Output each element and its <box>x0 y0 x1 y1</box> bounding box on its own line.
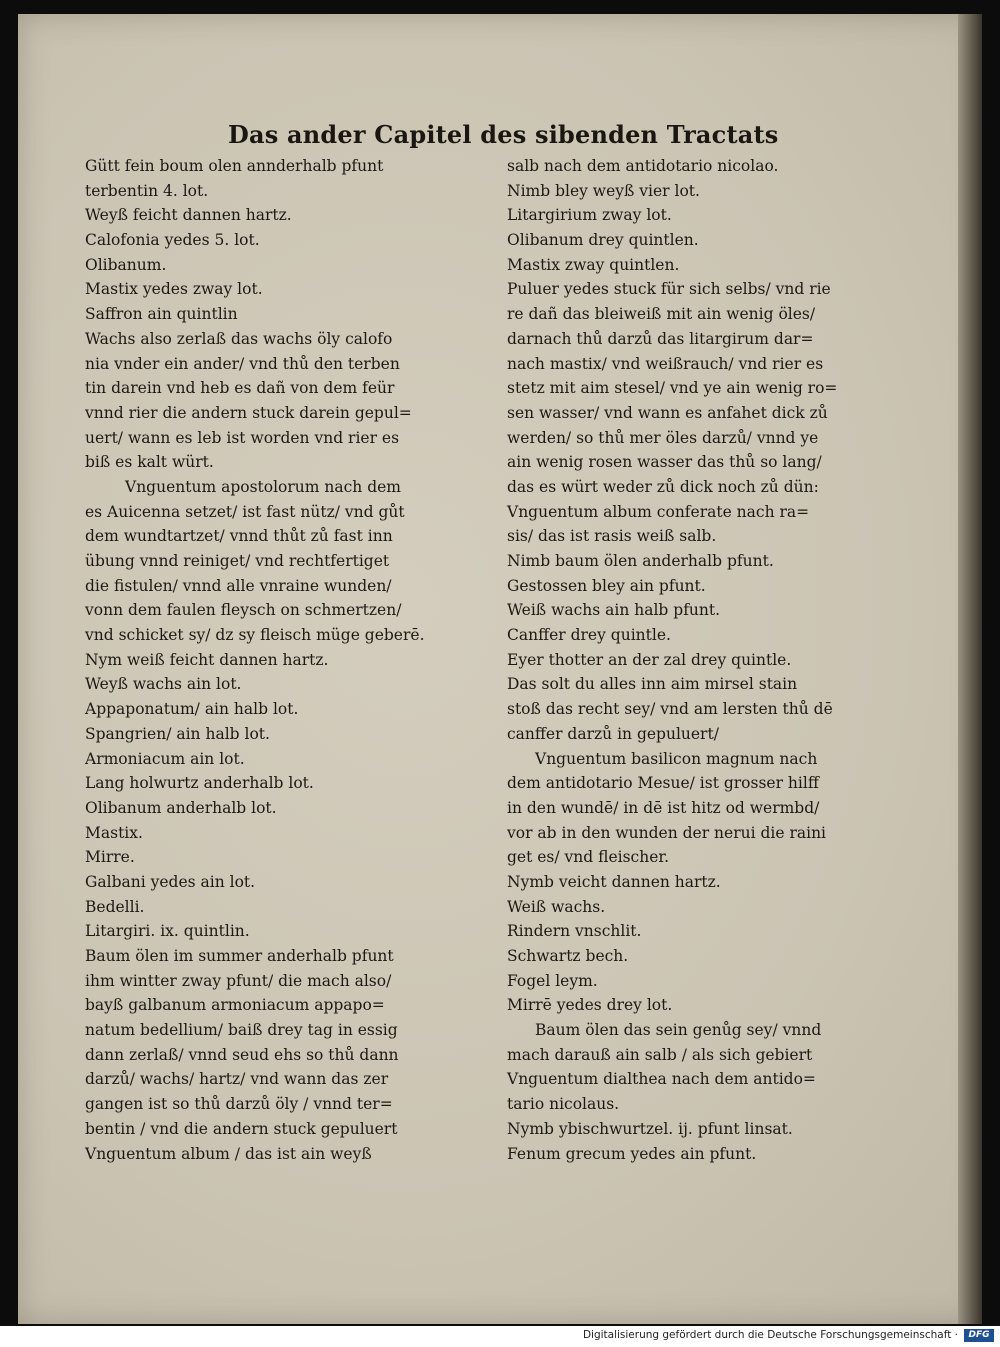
text-line: Nimb bley weyß vier lot. <box>507 181 700 200</box>
text-line: dem wundtartzet/ vnnd thůt zů fast inn <box>85 527 393 546</box>
text-line: re dañ das bleiweiß mit ain wenig öles/ <box>507 305 816 324</box>
text-line: Weyß feicht dannen hartz. <box>85 206 292 225</box>
dfg-logo[interactable]: DFG <box>964 1329 994 1342</box>
text-line: Mastix. <box>85 823 143 842</box>
text-line: Spangrien/ ain halb lot. <box>85 724 270 743</box>
text-line: Eyer thotter an der zal drey quintle. <box>507 650 792 669</box>
text-line: vor ab in den wunden der nerui die raini <box>507 823 827 842</box>
text-line: ain wenig rosen wasser das thů so lang/ <box>507 453 822 472</box>
text-line: Canffer drey quintle. <box>507 626 671 645</box>
right-column <box>507 154 917 1166</box>
text-line: Bedelli. <box>85 897 145 916</box>
text-line: Nymb ybischwurtzel. ij. pfunt linsat. <box>507 1119 793 1138</box>
text-line: werden/ so thů mer öles darzů/ vnnd ye <box>507 428 819 447</box>
text-line: vnd schicket sy/ dz sy fleisch müge geberē. <box>85 626 425 645</box>
text-line: Baum ölen das sein genůg sey/ vnnd <box>535 1021 822 1040</box>
text-line: Olibanum anderhalb lot. <box>85 798 277 817</box>
text-line: natum bedellium/ baiß drey tag in essig <box>85 1021 398 1040</box>
text-line: Armoniacum ain lot. <box>85 749 245 768</box>
text-line: in den wundē/ in dē ist hitz od wermbd/ <box>507 798 820 817</box>
text-line: ihm wintter zway pfunt/ die mach also/ <box>85 971 392 990</box>
text-line: salb nach dem antidotario nicolao. <box>507 157 779 175</box>
running-head: Das ander Capitel des sibenden Tractats <box>228 120 779 149</box>
text-line: übung vnnd reiniget/ vnd rechtfertiget <box>85 552 390 570</box>
text-line: darnach thů darzů das litargirum dar= <box>507 329 814 348</box>
text-line: uert/ wann es leb ist worden vnd rier es <box>85 428 400 447</box>
text-line: Saffron ain quintlin <box>85 305 238 324</box>
text-line: Olibanum drey quintlen. <box>507 231 699 250</box>
text-line: Rindern vnschlit. <box>507 922 642 941</box>
text-line: Wachs also zerlaß das wachs öly calofo <box>85 329 393 348</box>
text-line: mach darauß ain salb / als sich gebiert <box>507 1045 813 1064</box>
text-line: get es/ vnd fleischer. <box>507 848 670 867</box>
text-line: Fenum grecum yedes ain pfunt. <box>507 1144 757 1163</box>
text-line: Weiß wachs. <box>507 897 606 916</box>
text-line: sis/ das ist rasis weiß salb. <box>507 527 717 546</box>
text-line: Appaponatum/ ain halb lot. <box>85 700 299 719</box>
text-line: gangen ist so thů darzů öly / vnnd ter= <box>85 1095 393 1114</box>
text-line: Mastix zway quintlen. <box>507 255 680 274</box>
text-line: Galbani yedes ain lot. <box>85 872 256 891</box>
text-line: Vnguentum dialthea nach dem antido= <box>507 1070 816 1089</box>
text-line: Nym weiß feicht dannen hartz. <box>85 650 329 669</box>
text-line: das es würt weder zů dick noch zů dün: <box>507 477 819 496</box>
text-line: stetz mit aim stesel/ vnd ye ain wenig ro= <box>507 379 838 398</box>
text-line: bentin / vnd die andern stuck gepuluert <box>85 1119 398 1138</box>
text-line: Olibanum. <box>85 255 167 274</box>
text-line: Litargiri. ix. quintlin. <box>85 922 250 941</box>
text-line: vonn dem faulen fleysch on schmertzen/ <box>85 601 402 620</box>
text-line: Vnguentum apostolorum nach dem <box>125 477 401 496</box>
text-line: Weiß wachs ain halb pfunt. <box>507 601 721 620</box>
text-line: Puluer yedes stuck für sich selbs/ vnd rie <box>507 280 831 299</box>
text-line: Litargirium zway lot. <box>507 206 672 225</box>
text-line: Baum ölen im summer anderhalb pfunt <box>85 947 394 965</box>
text-line: Gestossen bley ain pfunt. <box>507 576 706 595</box>
text-line: vnnd rier die andern stuck darein gepul= <box>85 403 412 422</box>
text-line: canffer darzů in gepuluert/ <box>507 724 719 743</box>
text-line: Mastix yedes zway lot. <box>85 280 263 299</box>
text-line: Mirre. <box>85 848 135 867</box>
text-line: Vnguentum album conferate nach ra= <box>507 502 810 521</box>
text-line: nach mastix/ vnd weißrauch/ vnd rier es <box>507 354 824 373</box>
text-line: Das solt du alles inn aim mirsel stain <box>507 675 798 694</box>
footer-credit: Digitalisierung gefördert durch die Deutsche Forschungsgemeinschaft · <box>582 1329 958 1341</box>
text-line: Calofonia yedes 5. lot. <box>85 231 260 250</box>
text-line: Gütt fein boum olen annderhalb pfunt <box>85 157 384 175</box>
page-edge <box>958 14 982 1324</box>
left-column <box>85 154 500 1166</box>
text-line: Vnguentum basilicon magnum nach <box>535 749 818 768</box>
text-line: terbentin 4. lot. <box>85 181 209 200</box>
text-line: dem antidotario Mesue/ ist grosser hilff <box>507 774 819 793</box>
text-line: Mirrē yedes drey lot. <box>507 996 673 1015</box>
text-line: dann zerlaß/ vnnd seud ehs so thů dann <box>85 1045 399 1064</box>
text-line: Nymb veicht dannen hartz. <box>507 872 721 891</box>
text-line: Weyß wachs ain lot. <box>85 675 242 694</box>
text-line: Schwartz bech. <box>507 947 629 965</box>
text-line: Fogel leym. <box>507 971 598 990</box>
text-line: tin darein vnd heb es dañ von dem feür <box>85 379 395 398</box>
text-line: biß es kalt würt. <box>85 453 214 472</box>
text-line: Lang holwurtz anderhalb lot. <box>85 774 314 793</box>
footer-bar <box>0 1326 1000 1347</box>
text-line: die fistulen/ vnnd alle vnraine wunden/ <box>85 576 392 595</box>
text-line: stoß das recht sey/ vnd am lersten thů dē <box>507 700 833 719</box>
text-line: Vnguentum album / das ist ain weyß <box>85 1144 372 1163</box>
text-line: bayß galbanum armoniacum appapo= <box>85 996 385 1015</box>
text-line: tario nicolaus. <box>507 1095 620 1114</box>
text-line: es Auicenna setzet/ ist fast nütz/ vnd gůt <box>85 502 405 521</box>
text-line: nia vnder ein ander/ vnd thů den terben <box>85 354 400 373</box>
text-line: Nimb baum ölen anderhalb pfunt. <box>507 552 774 570</box>
text-line: sen wasser/ vnd wann es anfahet dick zů <box>507 403 828 422</box>
text-line: darzů/ wachs/ hartz/ vnd wann das zer <box>85 1070 389 1089</box>
